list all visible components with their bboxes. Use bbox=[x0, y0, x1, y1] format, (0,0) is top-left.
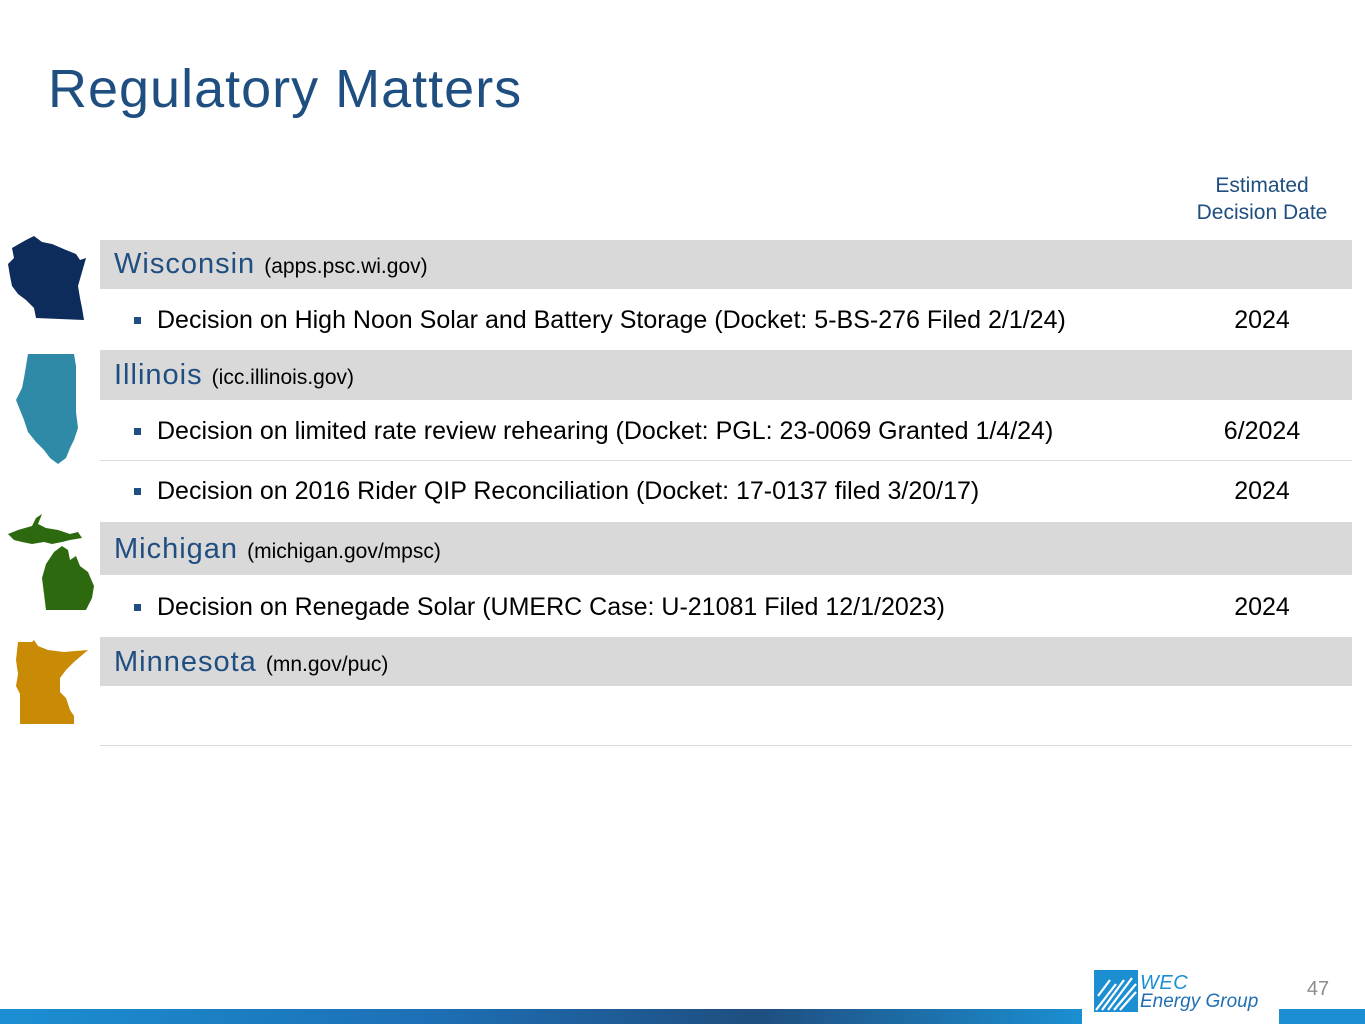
item-decision-date: 2024 bbox=[1234, 477, 1290, 505]
wec-energy-group-logo bbox=[1094, 970, 1264, 1016]
state-heading-illinois bbox=[114, 359, 354, 392]
list-item-empty bbox=[100, 686, 1352, 746]
state-website: (michigan.gov/mpsc) bbox=[247, 540, 441, 563]
list-item bbox=[100, 575, 1352, 636]
column-header-line2: Decision Date bbox=[1196, 201, 1328, 224]
state-name: Michigan bbox=[114, 533, 239, 565]
column-header-line1: Estimated bbox=[1215, 174, 1309, 197]
michigan-map-icon bbox=[8, 514, 96, 612]
bullet-icon bbox=[134, 428, 141, 435]
page-number: 47 bbox=[1306, 978, 1330, 1000]
item-decision-date: 2024 bbox=[1234, 593, 1290, 621]
state-website: (apps.psc.wi.gov) bbox=[264, 255, 428, 278]
column-header-decision-date bbox=[1172, 172, 1352, 226]
item-description: Decision on 2016 Rider QIP Reconciliation (Docket: 17-0137 filed 3/20/17) bbox=[157, 477, 980, 505]
wisconsin-map-icon bbox=[8, 236, 88, 322]
state-row-wisconsin bbox=[100, 240, 1352, 289]
state-heading-michigan bbox=[114, 533, 441, 566]
bullet-icon bbox=[134, 488, 141, 495]
item-description: Decision on High Noon Solar and Battery Storage (Docket: 5-BS-276 Filed 2/1/24) bbox=[157, 306, 1066, 334]
logo-text-energy-group: Energy Group bbox=[1140, 991, 1259, 1012]
state-website: (icc.illinois.gov) bbox=[211, 366, 355, 389]
illinois-map-icon bbox=[16, 354, 80, 466]
item-description: Decision on limited rate review rehearing (Docket: PGL: 23-0069 Granted 1/4/24) bbox=[157, 417, 1054, 445]
state-heading-wisconsin bbox=[114, 248, 428, 281]
page-title: Regulatory Matters bbox=[48, 59, 523, 119]
item-description: Decision on Renegade Solar (UMERC Case: U-21081 Filed 12/1/2023) bbox=[157, 593, 945, 621]
item-decision-date: 2024 bbox=[1234, 306, 1290, 334]
state-row-minnesota bbox=[100, 637, 1352, 686]
state-name: Wisconsin bbox=[114, 248, 256, 280]
state-name: Illinois bbox=[114, 359, 203, 391]
state-website: (mn.gov/puc) bbox=[265, 653, 389, 676]
bullet-icon bbox=[134, 317, 141, 324]
bullet-icon bbox=[134, 604, 141, 611]
list-item bbox=[100, 400, 1352, 461]
state-name: Minnesota bbox=[114, 646, 257, 678]
state-row-illinois bbox=[100, 350, 1352, 400]
minnesota-map-icon bbox=[12, 640, 90, 726]
state-heading-minnesota bbox=[114, 646, 388, 679]
footer-bar bbox=[0, 1009, 1082, 1024]
state-row-michigan bbox=[100, 522, 1352, 575]
item-decision-date: 6/2024 bbox=[1223, 417, 1301, 445]
footer-bar-right bbox=[1279, 1009, 1365, 1024]
list-item bbox=[100, 461, 1352, 521]
wec-logo-icon bbox=[1094, 970, 1138, 1012]
list-item bbox=[100, 289, 1352, 349]
logo-text-wec: WEC bbox=[1140, 972, 1189, 994]
